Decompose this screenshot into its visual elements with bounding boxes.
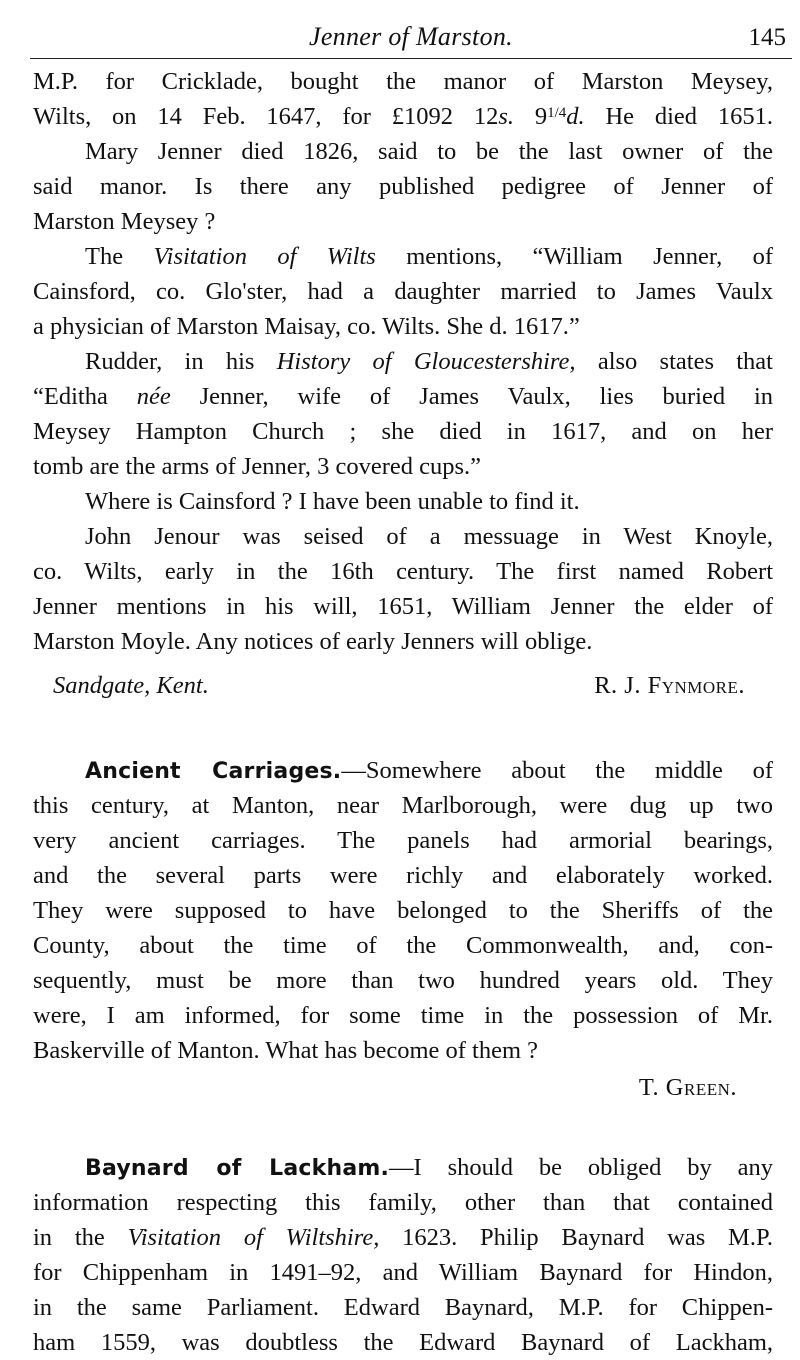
text-span: The bbox=[85, 243, 154, 270]
carriages-section bbox=[33, 753, 773, 1108]
signature-author: R. J. Fynmore. bbox=[594, 672, 745, 699]
text-span: 1623. Philip Baynard was M.P. bbox=[379, 1224, 773, 1251]
text-line: sequently, must be more than two hundred years old. They bbox=[33, 967, 773, 994]
text-line: County, about the time of the Commonwealth, and, con- bbox=[33, 932, 773, 959]
italic-span: d. bbox=[566, 103, 585, 130]
section-heading: Ancient Carriages. bbox=[85, 759, 342, 784]
text-line: Baskerville of Manton. What has become of them ? bbox=[33, 1037, 539, 1064]
jenner-section bbox=[33, 64, 773, 709]
text-span: Wilts, on 14 Feb. 1647, for £1092 12 bbox=[33, 103, 499, 130]
page-body bbox=[33, 64, 773, 1360]
baynard-section bbox=[33, 1150, 773, 1360]
text-line: in the same Parliament. Edward Baynard, M.P. for Chippen- bbox=[33, 1294, 773, 1321]
signature-author: T. Green. bbox=[638, 1074, 737, 1101]
text-span: mentions, “William Jenner, of bbox=[375, 243, 773, 270]
text-line: said manor. Is there any published pedigree of Jenner of bbox=[33, 173, 773, 200]
text-line: M.P. for Cricklade, bought the manor of Marston Meysey, bbox=[33, 68, 773, 95]
text-line: very ancient carriages. The panels had armorial bearings, bbox=[33, 827, 773, 854]
text-line: ham 1559, was doubtless the Edward Baynard of Lackham, bbox=[33, 1329, 773, 1356]
text-line bbox=[33, 1150, 773, 1185]
text-span: —I should be obliged by any bbox=[389, 1154, 773, 1181]
text-span: He died 1651. bbox=[584, 103, 773, 130]
signature-line bbox=[33, 663, 773, 709]
text-line: Marston Moyle. Any notices of early Jenners will oblige. bbox=[33, 628, 593, 655]
text-line: this century, at Manton, near Marlborough, were dug up two bbox=[33, 792, 773, 819]
text-span: also states that bbox=[575, 348, 773, 375]
text-line: Meysey Hampton Church ; she died in 1617, and on her bbox=[33, 418, 773, 445]
italic-span: née bbox=[136, 383, 171, 410]
text-span: Jenner, wife of James Vaulx, lies buried in bbox=[170, 383, 774, 410]
text-span: 9 bbox=[514, 103, 548, 130]
section-gap bbox=[33, 709, 773, 753]
italic-span: Visitation of Wilts bbox=[153, 243, 376, 270]
text-line: Cainsford, co. Glo'ster, had a daughter married to James Vaulx bbox=[33, 278, 773, 305]
text-line bbox=[33, 379, 773, 414]
text-line: information respecting this family, other than that contained bbox=[33, 1189, 773, 1216]
text-line: Jenner mentions in his will, 1651, William Jenner the elder of bbox=[33, 593, 773, 620]
text-line: John Jenour was seised of a messuage in West Knoyle, bbox=[85, 523, 773, 550]
text-line bbox=[33, 753, 773, 788]
text-line: a physician of Marston Maisay, co. Wilts. She d. 1617.” bbox=[33, 313, 580, 340]
section-heading: Baynard of Lackham. bbox=[85, 1156, 390, 1181]
text-line bbox=[33, 344, 773, 379]
text-line: were, I am informed, for some time in the possession of Mr. bbox=[33, 1002, 773, 1029]
text-line: They were supposed to have belonged to the Sheriffs of the bbox=[33, 897, 773, 924]
text-line: and the several parts were richly and elaborately worked. bbox=[33, 862, 773, 889]
italic-span: History of Gloucestershire, bbox=[276, 348, 576, 375]
text-span: in the bbox=[33, 1224, 128, 1251]
italic-span: s. bbox=[498, 103, 515, 130]
text-span: “Editha bbox=[33, 383, 137, 410]
text-line: Where is Cainsford ? I have been unable to find it. bbox=[85, 488, 580, 515]
section-gap bbox=[33, 1108, 773, 1150]
text-line: for Chippenham in 1491–92, and William Baynard for Hindon, bbox=[33, 1259, 773, 1286]
text-line: tomb are the arms of Jenner, 3 covered cups.” bbox=[33, 453, 482, 480]
text-span: —Somewhere about the middle of bbox=[341, 757, 773, 784]
text-line: Mary Jenner died 1826, said to be the last owner of the bbox=[85, 138, 773, 165]
text-line: Marston Meysey ? bbox=[33, 208, 216, 235]
fraction: 1/4 bbox=[547, 105, 567, 121]
running-head: Jenner of Marston. bbox=[309, 22, 513, 51]
page-header bbox=[30, 14, 792, 59]
signature-place: Sandgate, Kent. bbox=[53, 672, 209, 699]
italic-span: Visitation of Wiltshire, bbox=[127, 1224, 380, 1251]
text-span: Rudder, in his bbox=[85, 348, 277, 375]
text-line bbox=[33, 1220, 773, 1255]
text-line bbox=[33, 239, 773, 274]
text-line bbox=[33, 99, 773, 134]
page-number: 145 bbox=[748, 24, 786, 51]
text-line: co. Wilts, early in the 16th century. The first named Robert bbox=[33, 558, 773, 585]
